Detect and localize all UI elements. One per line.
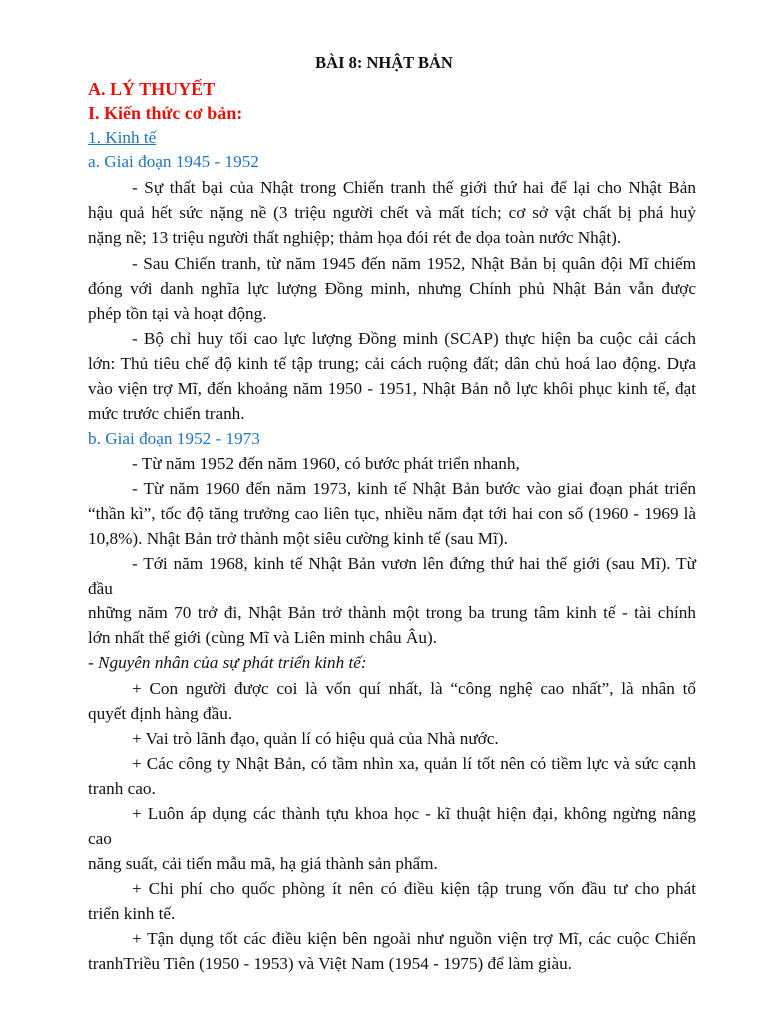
period-heading-a: a. Giai đoạn 1945 - 1952 — [88, 152, 259, 171]
paragraph-line: “thần kì”, tốc độ tăng trưởng cao liên tục, nhiều năm đạt tới hai con số (1960 - 1969 là — [88, 504, 696, 523]
subheading-economy: 1. Kinh tế — [88, 128, 157, 147]
paragraph-line: mức trước chiến tranh. — [88, 404, 245, 423]
paragraph-line: năng suất, cải tiến mẫu mã, hạ giá thành sản phẩm. — [88, 854, 438, 873]
paragraph-line: hậu quả hết sức nặng nề (3 triệu người chết và mất tích; cơ sở vật chất bị phá huỷ — [88, 203, 696, 222]
paragraph-line: đầu — [88, 579, 113, 598]
paragraph-line: cao — [88, 829, 112, 848]
paragraph-line: - Từ năm 1960 đến năm 1973, kinh tế Nhật Bản bước vào giai đoạn phát triển — [132, 479, 696, 498]
paragraph-line: những năm 70 trở đi, Nhật Bản trở thành một trong ba trung tâm kinh tế - tài chính — [88, 603, 696, 622]
paragraph-line: triển kinh tế. — [88, 904, 176, 923]
paragraph-line: phép tồn tại và hoạt động. — [88, 304, 267, 323]
causes-heading: - Nguyên nhân của sự phát triển kinh tế: — [88, 653, 367, 672]
paragraph-line: - Sự thất bại của Nhật trong Chiến tranh thế giới thứ hai để lại cho Nhật Bản — [132, 178, 696, 197]
paragraph-line: quyết định hàng đầu. — [88, 704, 233, 723]
paragraph-line: nặng nề; 13 triệu người thất nghiệp; thảm họa đói rét đe dọa toàn nước Nhật). — [88, 228, 622, 247]
page-title: BÀI 8: NHẬT BẢN — [315, 53, 453, 72]
paragraph-line: lớn: Thủ tiêu chế độ kinh tế tập trung; cải cách ruộng đất; dân chủ hoá lao động. Dựa — [88, 354, 696, 373]
paragraph-line: + Con người được coi là vốn quí nhất, là “công nghệ cao nhất”, là nhân tố — [132, 679, 696, 698]
paragraph-line: vào viện trợ Mĩ, đến khoảng năm 1950 - 1951, Nhật Bản nỗ lực khôi phục kinh tế, đạt — [88, 379, 696, 398]
paragraph-line: + Các công ty Nhật Bản, có tầm nhìn xa, quản lí tốt nên có tiềm lực và sức cạnh — [132, 754, 696, 773]
paragraph-line: - Bộ chỉ huy tối cao lực lượng Đồng minh (SCAP) thực hiện ba cuộc cải cách — [132, 329, 696, 348]
paragraph-line: - Tới năm 1968, kinh tế Nhật Bản vươn lên đứng thứ hai thế giới (sau Mĩ). Từ — [132, 554, 696, 573]
paragraph-line: + Vai trò lãnh đạo, quản lí có hiệu quả của Nhà nước. — [132, 729, 499, 748]
paragraph-line: - Từ năm 1952 đến năm 1960, có bước phát triển nhanh, — [132, 454, 520, 473]
paragraph-line: 10,8%). Nhật Bản trở thành một siêu cường kinh tế (sau Mĩ). — [88, 529, 508, 548]
paragraph-line: + Luôn áp dụng các thành tựu khoa học - kĩ thuật hiện đại, không ngừng nâng — [132, 804, 696, 823]
paragraph-line: + Tận dụng tốt các điều kiện bên ngoài như nguồn viện trợ Mĩ, các cuộc Chiến — [132, 929, 696, 948]
paragraph-line: đóng với danh nghĩa lực lượng Đồng minh, nhưng Chính phủ Nhật Bản vẫn được — [88, 279, 696, 298]
section-heading-a: A. LÝ THUYẾT — [88, 79, 216, 99]
section-heading-i: I. Kiến thức cơ bản: — [88, 103, 243, 123]
paragraph-line: - Sau Chiến tranh, từ năm 1945 đến năm 1952, Nhật Bản bị quân đội Mĩ chiếm — [132, 254, 696, 273]
paragraph-line: lớn nhất thế giới (cùng Mĩ và Liên minh châu Âu). — [88, 628, 437, 647]
period-heading-b: b. Giai đoạn 1952 - 1973 — [88, 429, 260, 448]
paragraph-line: + Chi phí cho quốc phòng ít nên có điều kiện tập trung vốn đầu tư cho phát — [132, 879, 696, 898]
paragraph-line: tranh cao. — [88, 779, 156, 798]
paragraph-line: tranhTriều Tiên (1950 - 1953) và Việt Nam (1954 - 1975) để làm giàu. — [88, 954, 572, 973]
